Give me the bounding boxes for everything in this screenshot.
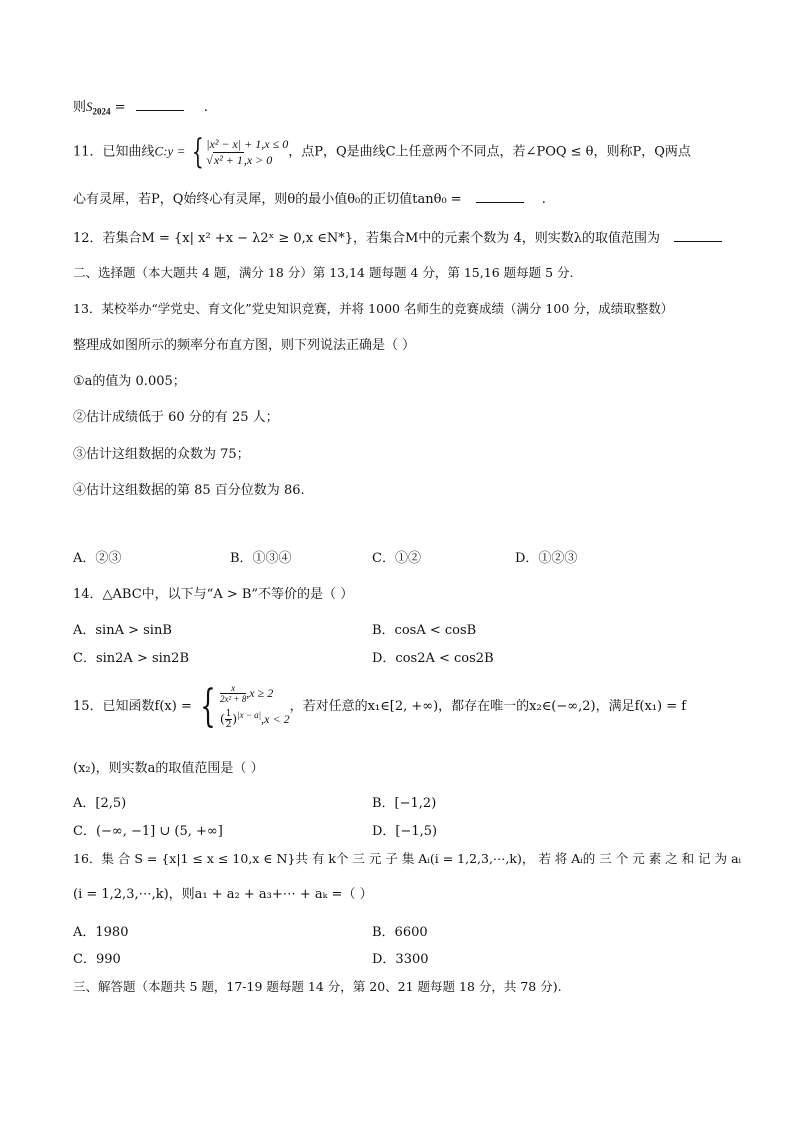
q15-case2-frac bbox=[225, 709, 233, 730]
q13-option-c[interactable]: C．①② bbox=[372, 551, 421, 566]
q16-line2: (i = 1,2,3,⋯,k)，则a₁ + a₂ + a₃+⋯ + aₖ =（ ） bbox=[73, 887, 373, 902]
q10-tail bbox=[73, 98, 208, 121]
q13-option-b[interactable]: B．①③④ bbox=[230, 551, 292, 566]
q15-brace: { bbox=[200, 680, 216, 732]
q13-statement-2: ②估计成绩低于 60 分的有 25 人； bbox=[73, 410, 279, 425]
q16-option-a[interactable]: A．1980 bbox=[73, 925, 129, 940]
q15-case1 bbox=[220, 683, 290, 704]
q14-stem: 14．△ABC中，以下与“A > B”不等价的是（ ） bbox=[73, 587, 354, 602]
q13-line2: 整理成如图所示的频率分布直方图，则下列说法正确是（ ） bbox=[73, 338, 416, 353]
q10-prefix: 则 bbox=[73, 100, 87, 115]
q15-prefix: 15．已知函数f(x) = bbox=[73, 699, 196, 714]
q12-line bbox=[73, 229, 728, 248]
q15-option-d[interactable]: D．[−1,5) bbox=[372, 824, 438, 839]
q14-option-b[interactable]: B．cosA < cosB bbox=[372, 623, 477, 638]
q15-case2-num: 1 bbox=[225, 709, 232, 719]
q16-option-d[interactable]: D．3300 bbox=[372, 952, 429, 967]
q11-answer-blank bbox=[476, 190, 524, 203]
q11-brace: { bbox=[191, 132, 204, 172]
q11-case2: √x² + 1,x > 0 bbox=[206, 153, 273, 167]
q14-option-d[interactable]: D．cos2A < cos2B bbox=[372, 651, 494, 666]
q11-cases bbox=[206, 136, 288, 168]
q13-statement-1: ①a的值为 0.005； bbox=[73, 374, 186, 389]
q15-case2-cond: ,x < 2 bbox=[261, 712, 290, 726]
q16-option-b[interactable]: B．6600 bbox=[372, 925, 428, 940]
section-2-title: 二、选择题（本大题共 4 题，满分 18 分）第 13,14 题每题 4 分，第 15,16 题每题 5 分. bbox=[73, 265, 574, 280]
q11-case1: |x² − x| + 1,x ≤ 0 bbox=[206, 137, 289, 151]
q11-line2 bbox=[73, 190, 546, 209]
q15-option-b[interactable]: B．[−1,2) bbox=[372, 796, 437, 811]
q15-case2-den: 2 bbox=[225, 720, 232, 730]
q15-case2-exp: |x − a| bbox=[237, 710, 262, 720]
q12-text: 12．若集合M = {x| x² +x − λ2ˣ ≥ 0,x ∈N*}，若集合M中的元素个数为 4，则实数λ的取值范围为 bbox=[73, 231, 660, 246]
q15-case1-cond: ,x ≥ 2 bbox=[246, 686, 274, 700]
q16-option-c[interactable]: C．990 bbox=[73, 952, 121, 967]
q15-case1-num: x bbox=[220, 683, 246, 694]
q12-answer-blank bbox=[674, 229, 722, 242]
q11-text2: 心有灵犀，若P，Q始终心有灵犀，则θ的最小值θ₀的正切值tanθ₀ = bbox=[73, 192, 462, 207]
q10-sub: 2024 bbox=[92, 106, 111, 117]
q13-statement-4: ④估计这组数据的第 85 百分位数为 86. bbox=[73, 483, 305, 498]
q15-case1-den: 2x² + 8 bbox=[220, 694, 247, 704]
q11-end: . bbox=[541, 192, 546, 207]
q16-line1: 16．集 合 S = {x|1 ≤ x ≤ 10,x ∈ N}共 有 k个 三 元 子 集 Aᵢ(i = 1,2,3,⋯,k)， 若 将 Aᵢ的 三 个 元 素 之 和 记 为 aᵢ bbox=[73, 851, 742, 866]
section-3-title: 三、解答题（本题共 5 题，17-19 题每题 14 分，第 20、21 题每题 18 分，共 78 分). bbox=[73, 979, 562, 994]
q11-number: 11．已知曲线 bbox=[73, 144, 155, 160]
q15-option-a[interactable]: A．[2,5) bbox=[73, 796, 127, 811]
q14-option-a[interactable]: A．sinA > sinB bbox=[73, 623, 172, 638]
q11-curve: C:y = bbox=[154, 143, 189, 159]
q13-option-d[interactable]: D．①②③ bbox=[515, 551, 578, 566]
q15-case1-frac bbox=[220, 683, 246, 704]
q14-option-c[interactable]: C．sin2A > sin2B bbox=[73, 651, 189, 666]
q10-expr: S bbox=[86, 99, 93, 114]
q15-case2: ( $\frac{1}{2}$ )$^{|x - a|}$,x < 2 bbox=[220, 709, 290, 730]
q10-end: . bbox=[203, 100, 208, 115]
q11-case2-root: x² + 1 bbox=[213, 153, 243, 167]
q15-line1 bbox=[73, 680, 687, 732]
q15-option-c[interactable]: C．(−∞, −1] ∪ (5, +∞] bbox=[73, 824, 223, 839]
q15-text1: ，若对任意的x₁∈[2, +∞)，都存在唯一的x₂∈(−∞,2)，满足f(x₁) = f bbox=[289, 699, 687, 714]
q11-case2-cond: ,x > 0 bbox=[243, 153, 273, 167]
q13-statement-3: ③估计这组数据的众数为 75； bbox=[73, 447, 250, 462]
q11-text1: ，点P，Q是曲线C上任意两个不同点，若∠POQ ≤ θ，则称P，Q两点 bbox=[288, 144, 691, 160]
q15-line2: (x₂)，则实数a的取值范围是（ ） bbox=[73, 761, 264, 776]
q13-line1: 13．某校举办“学党史、育文化”党史知识竞赛，并将 1000 名师生的竞赛成绩（满分 100 分，成绩取整数） bbox=[73, 301, 674, 316]
q13-option-a[interactable]: A．②③ bbox=[73, 551, 122, 566]
q10-eq: = bbox=[110, 100, 130, 115]
q11-line1 bbox=[73, 132, 691, 172]
q15-cases bbox=[220, 683, 290, 730]
q10-answer-blank bbox=[136, 98, 184, 111]
